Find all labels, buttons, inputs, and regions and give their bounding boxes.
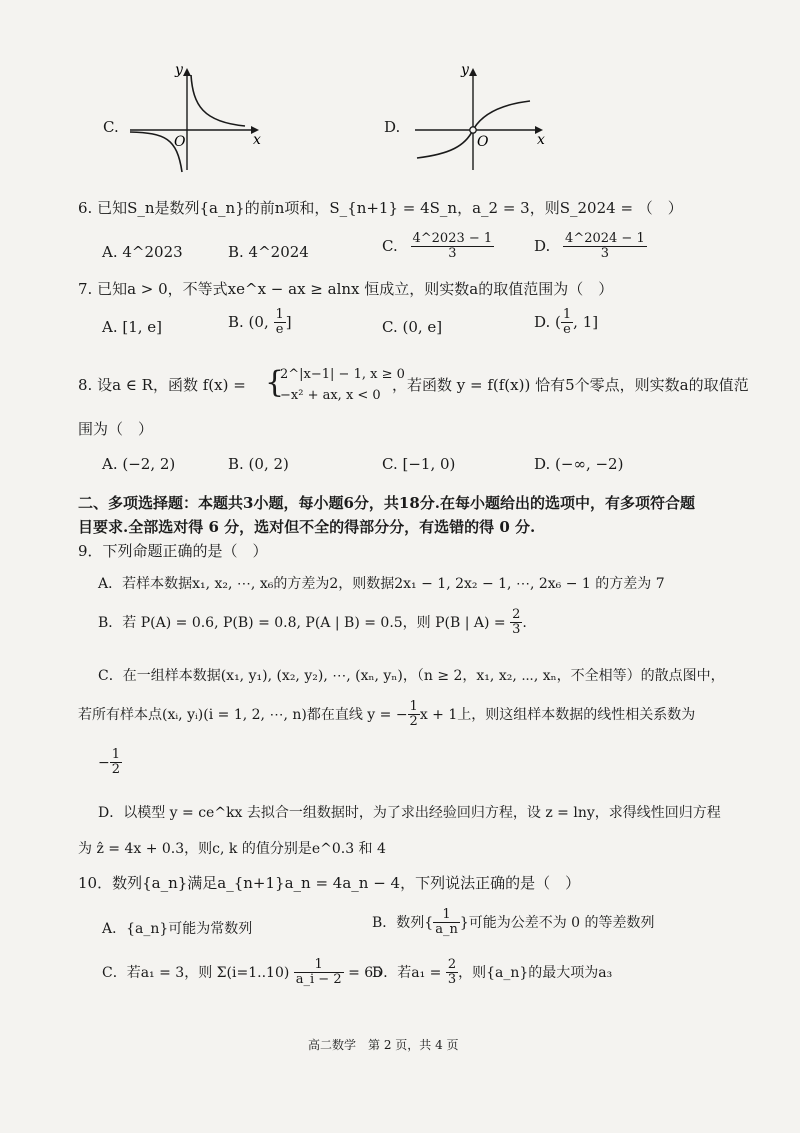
q10-option-a: A．{a_n}可能为常数列 <box>102 921 253 937</box>
q6-option-a: A. 4^2023 <box>102 243 183 261</box>
question-6: 6. 已知S_n是数列{a_n}的前n项和，S_{n+1} = 4S_n，a_2 = 3，则S_2024 = （ ） <box>78 199 683 217</box>
graph-c-origin: O <box>174 134 186 150</box>
q8-case-1: 2^|x−1| − 1, x ≥ 0 <box>280 367 405 382</box>
section-2-line-2: 目要求.全部选对得 6 分，选对但不全的得部分分，有选错的得 0 分. <box>78 518 536 536</box>
q6-option-c: C. $\frac{4\^{}2023 - 1}{3}$ <box>382 231 493 262</box>
question-7: 7. 已知a > 0，不等式xe^x − ax ≥ alnx 恒成立，则实数a的取值范围为（ ） <box>78 280 614 298</box>
q9-option-b: B．若 P(A) = 0.6, P(B) = 0.8, P(A | B) = 0.5，则 P(B | A) = $\frac{2}{3}$ . <box>98 607 527 638</box>
q10-option-c: C．若a₁ = 3，则 Σ(i=1..10) $\frac{1}{a\_i - 2}$ = 65 <box>102 957 383 988</box>
q7-option-a: A. [1, e] <box>102 318 163 336</box>
q8-option-b: B. (0, 2) <box>228 455 289 473</box>
q7-option-d: D. ( $\frac{1}{e}$ , 1] <box>534 307 599 338</box>
q8-option-a: A. (−2, 2) <box>102 455 176 473</box>
graph-d-label: D. <box>384 118 401 136</box>
q9-option-c-line-3: − $\frac{1}{2}$ <box>98 747 121 778</box>
q8-option-c: C. [−1, 0) <box>382 455 456 473</box>
q9-option-d-line-2: 为 ẑ = 4x + 0.3，则c, k 的值分别是e^0.3 和 4 <box>78 841 386 857</box>
question-8-suffix: ，若函数 y = f(f(x)) 恰有5个零点，则实数a的取值范 <box>392 376 749 394</box>
question-9: 9．下列命题正确的是（ ） <box>78 542 268 560</box>
graph-d-origin: O <box>477 134 489 150</box>
q8-option-d: D. (−∞, −2) <box>534 455 624 473</box>
q10-option-d: D．若a₁ = $\frac{2}{3}$ ，则{a_n}的最大项为a₃ <box>372 957 613 988</box>
graph-d-x-label: x <box>537 132 545 148</box>
q7-option-b: B. (0, $\frac{1}{e}$ ] <box>228 307 292 338</box>
q10-option-b: B．数列{ $\frac{1}{a\_n}$ }可能为公差不为 0 的等差数列 <box>372 907 655 938</box>
q9-option-c-line-2: 若所有样本点(xᵢ, yᵢ)(i = 1, 2, ⋯, n)都在直线 y = − $\frac{1}{2}$ x + 1上，则这组样本数据的线性相关系数为 <box>78 699 696 730</box>
graph-c-x-label: x <box>253 132 261 148</box>
question-8-prefix: 8. 设a ∈ R，函数 f(x) = <box>78 376 246 394</box>
graph-c-y-label: y <box>175 62 183 78</box>
q9-option-c-line-1: C．在一组样本数据(x₁, y₁), (x₂, y₂), ⋯, (xₙ, yₙ)，（n ≥ 2，x₁, x₂, ⋯, xₙ，不全相等）的散点图中， <box>98 668 725 684</box>
q7-option-c: C. (0, e] <box>382 318 443 336</box>
question-8-cont: 围为（ ） <box>78 420 154 438</box>
q8-piecewise <box>280 364 405 406</box>
q8-brace: { <box>265 365 285 400</box>
graph-d-plot <box>405 60 555 180</box>
q8-case-2: −x² + ax, x < 0 <box>280 388 381 403</box>
q9-option-a: A．若样本数据x₁, x₂, ⋯, x₆的方差为2，则数据2x₁ − 1, 2x₂ − 1, ⋯, 2x₆ − 1 的方差为 7 <box>98 576 665 592</box>
question-10: 10．数列{a_n}满足a_{n+1}a_n = 4a_n − 4，下列说法正确的是（ ） <box>78 874 581 892</box>
graph-c-plot <box>125 60 270 180</box>
graph-d-y-label: y <box>461 62 469 78</box>
page-footer: 高二数学 第 2 页，共 4 页 <box>308 1038 459 1052</box>
graph-c-label: C. <box>103 118 119 136</box>
q6-option-b: B. 4^2024 <box>228 243 309 261</box>
q6-option-d: D. $\frac{4\^{}2024 - 1}{3}$ <box>534 231 645 262</box>
q9-option-d-line-1: D．以模型 y = ce^kx 去拟合一组数据时，为了求出经验回归方程，设 z = lny，求得线性回归方程 <box>98 805 721 821</box>
section-2-line-1: 二、多项选择题：本题共3小题，每小题6分，共18分.在每小题给出的选项中，有多项符合题 <box>78 494 695 512</box>
